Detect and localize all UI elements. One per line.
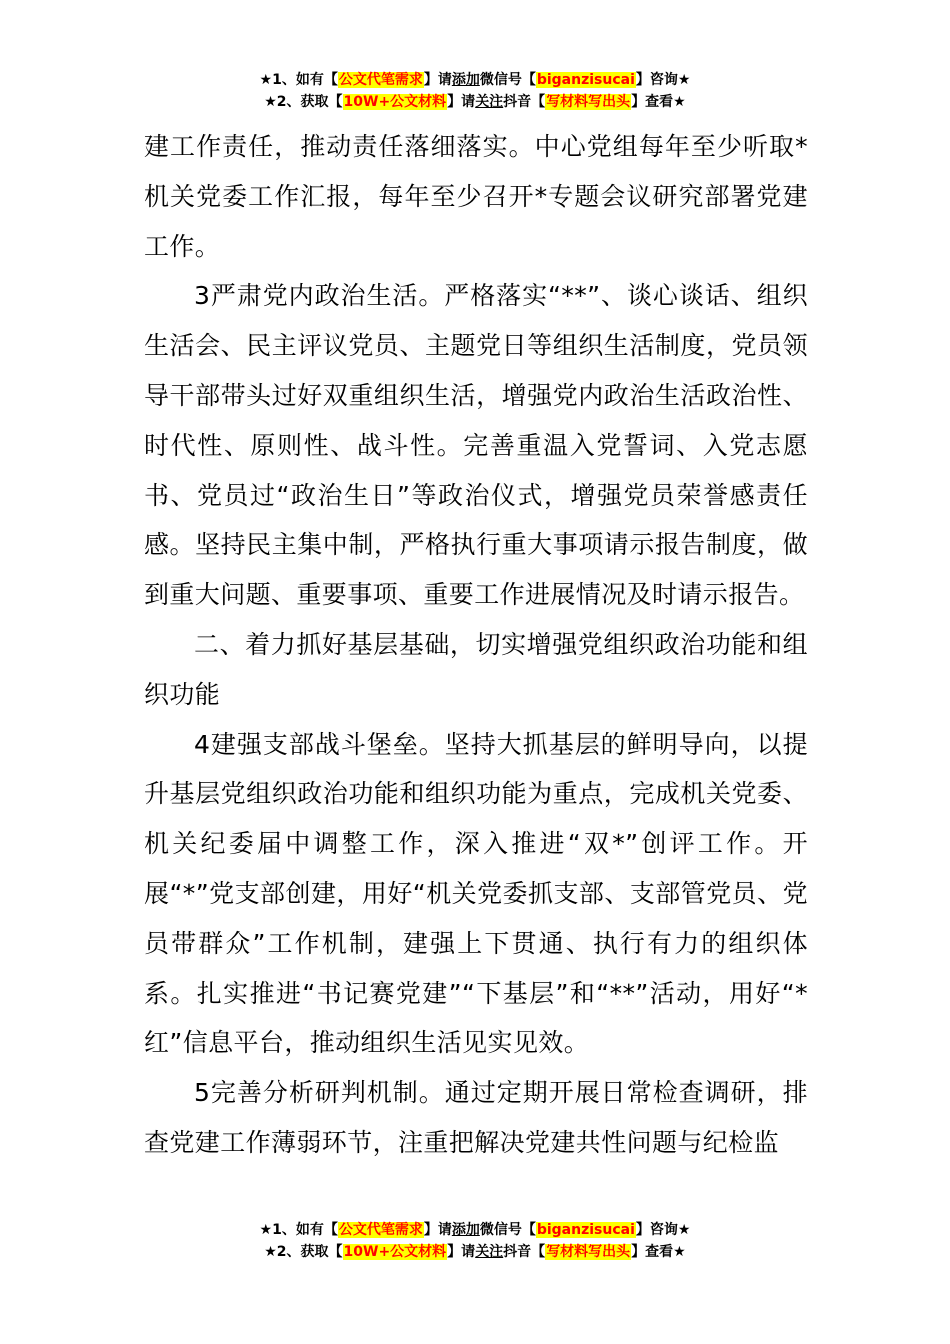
banner-text: ★1、如有【: [259, 72, 338, 88]
banner-text: ★2、获取【: [264, 94, 343, 110]
highlight-service: 公文代笔需求: [338, 1222, 423, 1238]
underlined-follow: 关注: [475, 94, 504, 110]
banner-text: 微信号【: [479, 1222, 536, 1238]
highlight-materials: 10W+公文材料: [343, 94, 447, 110]
footer-banner: [0, 1220, 950, 1264]
header-banner-line-1: [0, 70, 950, 92]
paragraph-item-4: 4建强支部战斗堡垒。坚持大抓基层的鲜明导向，以提升基层党组织政治功能和组织功能为重点，完成机关党委、机关纪委届中调整工作，深入推进“双*”创评工作。开展“*”党支部创建，用好“机关党委抓支部、支部管党员、党员带群众”工作机制，建强上下贯通、执行有力的组织体系。扎实推进“书记赛党建”“下基层”和“**”活动，用好“*红”信息平台，推动组织生活见实见效。: [144, 729, 808, 1058]
header-banner: [0, 70, 950, 114]
banner-text: ★2、获取【: [264, 1244, 343, 1260]
banner-text: 微信号【: [479, 72, 536, 88]
underlined-follow: 关注: [475, 1244, 504, 1260]
header-banner-line-2: [0, 92, 950, 114]
highlight-materials: 10W+公文材料: [343, 1244, 447, 1260]
banner-text: 】查看★: [631, 94, 686, 110]
wechat-id: biganzisucai: [536, 72, 635, 88]
paragraph-item-3: 3严肃党内政治生活。严格落实“**”、谈心谈话、组织生活会、民主评议党员、主题党日等组织生活制度，党员领导干部带头过好双重组织生活，增强党内政治生活政治性、时代性、原则性、战斗性。完善重温入党誓词、入党志愿书、党员过“政治生日”等政治仪式，增强党员荣誉感责任感。坚持民主集中制，严格执行重大事项请示报告制度，做到重大问题、重要事项、重要工作进展情况及时请示报告。: [144, 281, 808, 610]
underlined-add: 添加: [451, 72, 480, 88]
banner-text: 抖音【: [503, 94, 546, 110]
banner-text: 】请: [423, 1222, 452, 1238]
douyin-account: 写材料写出头: [546, 94, 631, 110]
wechat-id: biganzisucai: [536, 1222, 635, 1238]
highlight-service: 公文代笔需求: [338, 72, 423, 88]
banner-text: 抖音【: [503, 1244, 546, 1260]
banner-text: 】请: [423, 72, 452, 88]
banner-text: 】查看★: [631, 1244, 686, 1260]
paragraph-item-5: 5完善分析研判机制。通过定期开展日常检查调研，排查党建工作薄弱环节，注重把解决党建共性问题与纪检监: [144, 1078, 808, 1157]
banner-text: 】请: [447, 1244, 476, 1260]
banner-text: ★1、如有【: [259, 1222, 338, 1238]
douyin-account: 写材料写出头: [546, 1244, 631, 1260]
underlined-add: 添加: [451, 1222, 480, 1238]
footer-banner-line-1: [0, 1220, 950, 1242]
banner-text: 】请: [447, 94, 476, 110]
banner-text: 】咨询★: [635, 1222, 691, 1238]
footer-banner-line-2: [0, 1242, 950, 1264]
banner-text: 】咨询★: [635, 72, 691, 88]
document-body: [144, 122, 808, 1168]
paragraph-continuation: 建工作责任，推动责任落细落实。中心党组每年至少听取*机关党委工作汇报，每年至少召开*专题会议研究部署党建工作。: [144, 132, 808, 261]
section-heading-2: 二、着力抓好基层基础，切实增强党组织政治功能和组织功能: [144, 629, 808, 709]
